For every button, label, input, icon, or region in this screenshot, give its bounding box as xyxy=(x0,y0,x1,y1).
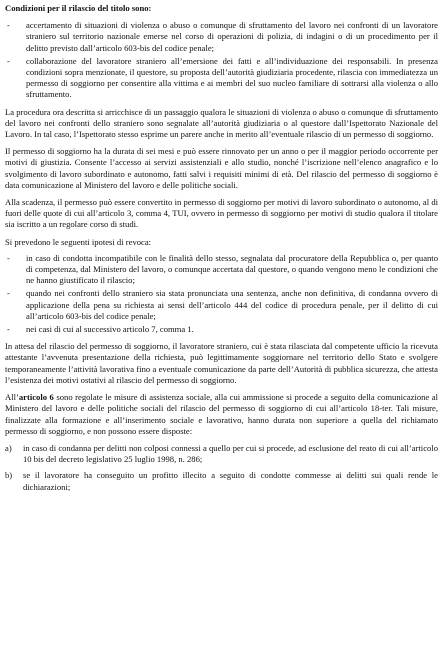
duration-paragraph: Il permesso di soggiorno ha la durata di sei mesi e può essere rinnovato per un anno o per il maggior periodo occorrente per motivi di giustizia. Consente l’accesso ai servizi assistenziali e allo studio, nonché l’iscrizione nell’elenco anagrafico e lo svolgimento di lavoro subordinato e autonomo, fatti salvi i requisiti minimi di età. Del rilascio del permesso di soggiorno è data comunicazione al Ministero del lavoro e delle politiche sociali. xyxy=(5,146,438,190)
pending-paragraph: In attesa del rilascio del permesso di soggiorno, il lavoratore straniero, cui è stata rilasciata dal competente ufficio la ricevuta attestante l’avvenuta presentazione della richiesta, può legittimamente soggiornare nel territorio dello Stato e svolgere temporaneamente l’attività lavorativa fino a eventuale comunicazione da parte dell’Autorità di pubblica sicurezza, che attesta l’esistenza dei motivi ostativi al rilascio del permesso di soggiorno. xyxy=(5,341,438,385)
article-6-reference: articolo 6 xyxy=(18,392,54,403)
conditions-list xyxy=(5,20,438,100)
revocation-item: - nei casi di cui al successivo articolo 7, comma 1. xyxy=(5,324,438,335)
section-heading: Condizioni per il rilascio del titolo sono: xyxy=(5,3,152,13)
article-6-lead: All’ xyxy=(5,392,19,403)
exclusion-item-a xyxy=(5,443,438,465)
expiry-paragraph: Alla scadenza, il permesso può essere convertito in permesso di soggiorno per motivi di lavoro subordinato o autonomo, al di fuori delle quote di cui all’articolo 3, comma 4, TUI, ovvero in permesso di soggiorno per motivi di studio qualora il titolare sia iscritto a un regolare corso di studi. xyxy=(5,197,438,230)
revocation-intro: Si prevedono le seguenti ipotesi di revoca: xyxy=(5,236,152,247)
exclusion-marker: b) xyxy=(5,470,13,481)
article-6-text: sono regolate le misure di assistenza sociale, alla cui ammissione si procede a seguito della comunicazione al Ministero del lavoro e delle politiche sociali del rilascio del permesso di soggiorno di cui all’articolo 18-ter. Tali misure, finalizzate alla formazione e all’inserimento sociale e lavorativo, hanno durata non superiore a quella del richiamato permesso di soggiorno, e non possono essere disposte: xyxy=(5,392,438,436)
exclusion-text: se il lavoratore ha conseguito un profitto illecito a seguito di condotte commesse ai delitti sui quali rende le dichiarazioni; xyxy=(23,470,438,492)
exclusion-text: in caso di condanna per delitti non colposi connessi a quello per cui si procede, ad esclusione del reato di cui all’articolo 10 bis del decreto legislativo 25 luglio 1998, n. 286; xyxy=(23,442,438,465)
exclusion-item-b xyxy=(5,470,438,492)
revocation-list xyxy=(5,253,438,335)
procedure-paragraph: La procedura ora descritta si arricchisce di un passaggio qualora le situazioni di violenza o abuso o comunque di sfruttamento del lavoro nei confronti dello straniero sono segnalate all’autorità giudiziaria o al questore dall’Ispettorato Nazionale del Lavoro. In tal caso, l’Ispettorato stesso esprime un parere anche in merito all’eventuale rilascio di un permesso di soggiorno. xyxy=(5,106,438,140)
revocation-item: - quando nei confronti dello straniero sia stata pronunciata una sentenza, anche non definitiva, di condanna ovvero di applicazione della pena su richiesta ai sensi dell’articolo 444 del codice di procedura penale, per il delitto di cui all’articolo 603-bis del codice penale; xyxy=(5,288,438,322)
revocation-item: - in caso di condotta incompatibile con le finalità dello stesso, segnalata dal procuratore della Repubblica o, per quanto di competenza, dal Ministero del lavoro, o comunque accertata dal questore, o quando vengono meno le condizioni che ne hanno giustificato il rilascio; xyxy=(5,253,438,287)
article-6-paragraph xyxy=(5,392,438,437)
condition-item: - collaborazione del lavoratore straniero all’emersione dei fatti e all’individuazione dei responsabili. In presenza condizioni sopra menzionate, il questore, su proposta dell’autorità giudiziaria procedente, rilascia con immediatezza un permesso di soggiorno per consentire alla vittima e ai membri del suo nucleo familiare di sottrarsi alla violenza o allo sfruttamento. xyxy=(5,56,438,101)
condition-item: - accertamento di situazioni di violenza o abuso o comunque di sfruttamento del lavoro nei confronti di un lavoratore straniero sul territorio nazionale emerse nel corso di operazioni di polizia, di indagini o di un procedimento per il delitto previsto dall’articolo 603-bis del codice penale; xyxy=(5,20,438,54)
exclusion-marker: a) xyxy=(5,442,12,453)
